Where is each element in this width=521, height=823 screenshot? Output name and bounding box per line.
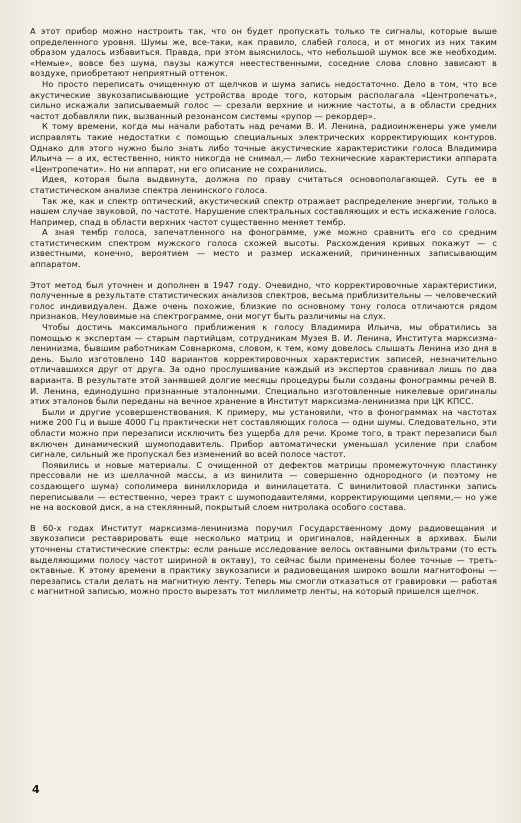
paragraph: Идея, которая была выдвинута, должна по праву считаться основополагающей. Суть ее в статистическом анализе спектра ленинского голоса. <box>30 174 497 195</box>
paragraph: Были и другие усовершенствования. К примеру, мы установили, что в фонограммах на частотах ниже 200 Гц и выше 4000 Гц практически нет составляющих голоса — одни шумы. Следовательно, эти области можно при перезаписи исключить без ущерба для речи. Кроме того, в тракт перезаписи был включен динамический шумоподавитель. Прибор автоматически уменьшал усиление при слабом сигнале, сильный же пропускал без изменений во всей полосе частот. <box>30 406 497 460</box>
text-section <box>30 26 497 270</box>
paragraph: Так же, как и спектр оптический, акустический спектр отражает распределение энергии, только в нашем случае звуковой, по частоте. Нарушение спектральных составляющих и есть искажение голоса. Например, спад в области верхних частот существенно меняет тембр. <box>30 195 497 227</box>
text-area <box>30 26 497 597</box>
paragraph: К тому времени, когда мы начали работать над речами В. И. Ленина, радиоинженеры уже умели исправлять такие недостатки с помощью специальных электрических корректирующих контуров. Однако для этого нужно было знать либо точные акустические характеристики голоса Владимира Ильича — а их, естественно, никто никогда не снимал,— либо технические характеристики аппарата «Центропечати». Но ни аппарат, ни его описание не сохранились. <box>30 121 497 174</box>
page-number: 4 <box>32 783 40 796</box>
text-section <box>30 523 497 597</box>
text-section <box>30 280 497 513</box>
paragraph: Но просто переписать очищенную от щелчков и шума запись недостаточно. Дело в том, что все акустические звукозаписывающие устройства вроде того, которым располагала «Центропечать», сильно искажали записываемый голос — срезали верхние и нижние частоты, а в области средних частот добавляли пик, вызванный резонансом системы «рупор — рекордер». <box>30 78 497 121</box>
paragraph: Появились и новые материалы. С очищенной от дефектов матрицы промежуточную пластинку прессовали не из шеллачной массы, а из винилита — совершенно однородного (и поэтому не создающего шума) сополимера винилхлорида и винилацетата. С винилитовой пластинки запись переписывали — естественно, через тракт с шумоподавителями, корректирующими цепями,— но уже не на восковой диск, а на стеклянный, покрытый слоем нитролака особого состава. <box>30 459 497 513</box>
paragraph: А этот прибор можно настроить так, что он будет пропускать только те сигналы, которые выше определенного уровня. Шумы же, все-таки, как правило, слабей голоса, и от многих из них таким образом удалось избавиться. Правда, при этом выяснилось, что небольшой шумок все же необходим. «Немые», вовсе без шума, паузы кажутся неестественными, соседние слова словно зависают в воздухе, приобретают неприятный оттенок. <box>30 26 497 79</box>
paragraph: В 60-х годах Институт марксизма-ленинизма поручил Государственному дому радиовещания и звукозаписи реставрировать еще несколько матриц и оригиналов, найденных в архивах. Были уточнены статистические спектры: если раньше исследование велось октавными фильтрами (то есть выделяющими полосу частот шириной в октаву), то сейчас были применены более точные — треть-октавные. К этому времени в практику звукозаписи и радиовещания широко вошли магнитофоны — перезапись стали делать на магнитную ленту. Теперь мы смогли отказаться от гравировки — работая с магнитной записью, можно просто вырезать тот миллиметр ленты, на который пришелся щелчок. <box>30 522 497 597</box>
paragraph: Этот метод был уточнен и дополнен в 1947 году. Очевидно, что корректировочные характеристики, полученные в результате статистических анализов спектров, весьма приблизительны — человеческий голос индивидуален. Даже очень похожие, близкие по основному тону голоса отличаются рядом признаков. Неуловимые на спектрограмме, они могут быть различимы на слух. <box>30 279 497 322</box>
paragraph: Чтобы достичь максимального приближения к голосу Владимира Ильича, мы обратились за помощью к экспертам — старым партийцам, сотрудникам Музея В. И. Ленина, Института марксизма-ленинизма, бывшим работникам Совнаркома, словом, к тем, кому довелось слышать Ленина изо дня в день. Было изготовлено 140 вариантов корректировочных характеристик записей, незначительно отличавшихся друг от друга. За одно прослушивание каждый из экспертов сравнивал лишь по два варианта. В результате этой занявшей долгие месяцы процедуры были созданы фонограммы речей В. И. Ленина, единодушно признанные эталонными. Специально изготовленные никелевые оригиналы этих эталонов были переданы на вечное хранение в Институт марксизма-ленинизма при ЦК КПСС. <box>30 322 497 407</box>
paragraph: А зная тембр голоса, запечатленного на фонограмме, уже можно сравнить его со средним статистическим спектром мужского голоса схожей высоты. Расхождения кривых покажут — с известными, конечно, вероятием — место и размер искажений, причиненных записывающим аппаратом. <box>30 227 497 270</box>
